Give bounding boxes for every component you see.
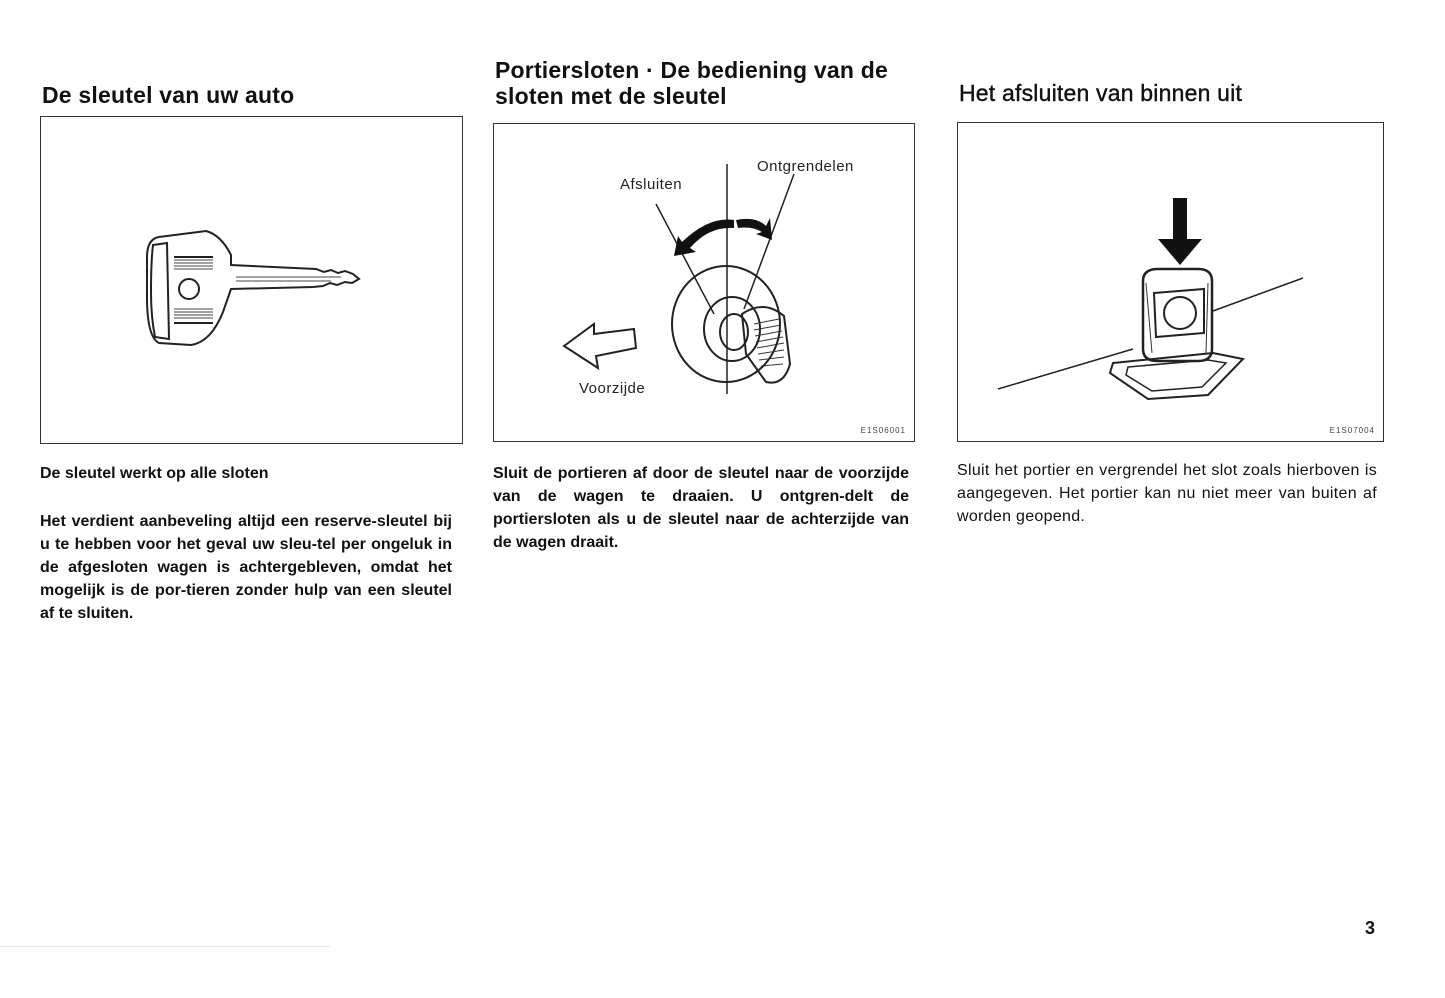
key-caption-body: Het verdient aanbeveling altijd een reserve-sleutel bij u te hebben voor het geval uw sleu-tel per ongeluk in de afgesloten wagen is achtergebleven, omdat het mogelijk is de por-tieren zonder hulp van een sleutel af te sluiten. (40, 513, 452, 622)
rotate-arrow-icon (674, 218, 772, 256)
section-title-door-locks: Portiersloten · De bediening van de sloten met de sleutel (495, 57, 888, 109)
figure-code: E1S06001 (860, 426, 906, 435)
section-title-inside-lock: Het afsluiten van binnen uit (959, 80, 1243, 106)
figure-code: E1S07004 (1329, 426, 1375, 435)
key-illustration (41, 117, 461, 442)
label-front: Voorzijde (579, 380, 646, 397)
press-down-arrow-icon (1158, 198, 1202, 265)
page-edge-line (0, 946, 330, 947)
inside-lock-caption: Sluit het portier en vergrendel het slot zoals hierboven is aangegeven. Het portier kan nu niet meer van buiten af worden geopend. (957, 462, 1377, 525)
door-locks-caption: Sluit de portieren af door de sleutel naar de voorzijde van de wagen te draaien. U ontgren-delt de portiersloten als u de sleutel naar de achterzijde van de wagen draait. (493, 465, 909, 551)
key-figure (40, 116, 463, 444)
section-title-key: De sleutel van uw auto (42, 82, 295, 108)
label-lock: Afsluiten (620, 176, 683, 193)
key-caption-title: De sleutel werkt op alle sloten (40, 465, 269, 482)
page-number: 3 (1365, 918, 1376, 938)
inside-lock-figure (957, 122, 1384, 442)
front-arrow-icon (564, 324, 636, 368)
inside-lock-illustration (958, 123, 1382, 439)
door-lock-figure (493, 123, 915, 442)
label-unlock: Ontgrendelen (757, 158, 854, 175)
